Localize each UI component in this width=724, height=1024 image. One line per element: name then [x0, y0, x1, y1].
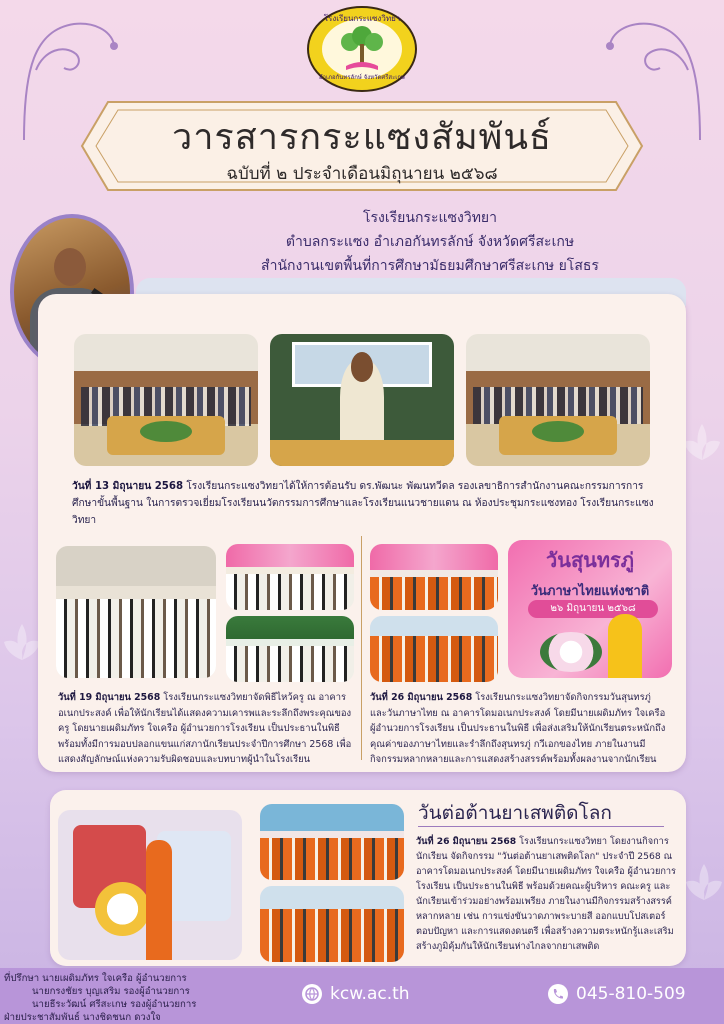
school-info	[200, 206, 660, 278]
photo-wai-khru-1	[56, 546, 216, 678]
photo-wai-khru-3	[226, 616, 354, 682]
photo-meeting-3	[466, 334, 650, 466]
photo-sunthorn-phu-2	[370, 616, 498, 682]
news3-caption	[370, 690, 666, 768]
lotus-decoration-icon	[680, 420, 724, 464]
news2-text: โรงเรียนกระแซงวิทยาจัดพิธีไหว้ครู ณ อาคารอเนกประสงค์ เพื่อให้นักเรียนได้แสดงความเคารพและระลึกถึงพระคุณของครู โดยนายเผดิมภัทร ใจเครือ ผู้อำนวยการโรงเรียน เป็นประธานในพิธี พร้อมทั้งมีการมอบปลอกแขนแก่สภานักเรียนประจำปีการศึกษา 2568 เพื่อแสดงสัญลักษณ์แห่งความรับผิดชอบและบทบาทผู้นำในโรงเรียน	[58, 692, 352, 765]
issue-subtitle: ฉบับที่ ๒ ประจำเดือนมิถุนายน ๒๕๖๘	[226, 164, 498, 184]
phone-icon	[548, 984, 568, 1004]
photo-sunthorn-phu-1	[370, 544, 498, 610]
anti-drug-heading-underline	[418, 826, 664, 827]
news1-text: โรงเรียนกระแซงวิทยาได้ให้การต้อนรับ ดร.พัฒนะ พัฒนทวีดล รองเลขาธิการสำนักงานคณะกรรมการการศึกษาขั้นพื้นฐาน ในการตรวจเยี่ยมโรงเรียนนวัตกรรมการศึกษาและโรงเรียนแนวชายแดน ณ ห้องประชุมกระแซงทอง โรงเรียนกระแซงวิทยา	[72, 481, 654, 526]
school-office: สำนักงานเขตพื้นที่การศึกษามัธยมศึกษาศรีสะเกษ ยโสธร	[261, 258, 599, 274]
phone-link[interactable]	[548, 984, 686, 1004]
photo-meeting-1	[74, 334, 258, 466]
photo-sunthorn-phu-banner	[508, 540, 672, 678]
news1-caption	[72, 478, 662, 529]
credits-block	[4, 972, 204, 1024]
photo-anti-drug-3	[260, 886, 404, 962]
news3-date: วันที่ 26 มิถุนายน 2568	[370, 692, 473, 703]
photo-anti-drug-speaker	[58, 810, 242, 960]
credit-pr: ฝ่ายประชาสัมพันธ์ นางชิดชนก ดวงใจ	[4, 1012, 161, 1023]
globe-icon	[302, 984, 322, 1004]
news3-text: โรงเรียนกระแซงวิทยาจัดกิจกรรมวันสุนทรภู่และวันภาษาไทย ณ อาคารโดมอเนกประสงค์ โดยมีนายเผดิมภัทร ใจเครือ ผู้อำนวยการโรงเรียน เป็นประธานในพิธี เพื่อส่งเสริมให้นักเรียนตระหนักถึงคุณค่าของภาษาไทยและรำลึกถึงสุนทรภู่ กวีเอกของไทย ภายในงานมีกิจกรรมหลากหลายและการแสดงสร้างสรรค์พร้อมทั้งผลงานจากนักเรียน	[370, 692, 666, 765]
logo-text-bottom: อำเภอกันทรลักษ์ จังหวัดศรีสะเกษ	[319, 74, 405, 81]
website-link[interactable]	[302, 984, 410, 1004]
newsletter-title: วารสารกระแซงสัมพันธ์	[172, 117, 552, 158]
school-address: ตำบลกระแซง อำเภอกันทรลักษ์ จังหวัดศรีสะเกษ	[285, 234, 575, 250]
anti-drug-heading: วันต่อต้านยาเสพติดโลก	[418, 802, 612, 824]
banner-subtitle: วันภาษาไทยแห่งชาติ	[530, 584, 650, 599]
photo-anti-drug-2	[260, 804, 404, 880]
news2-date: วันที่ 19 มิถุนายน 2568	[58, 692, 161, 703]
news4-text: โรงเรียนกระแซงวิทยา โดยงานกิจการนักเรียน จัดกิจกรรม "วันต่อต้านยาเสพติดโลก" ประจำปี 2568 ณ อาคารโดมอเนกประสงค์ โดยมีนายเผดิมภัทร ใจเครือ ผู้อำนวยการโรงเรียน เป็นประธานในพิธี พร้อมด้วยคณะผู้บริหาร คณะครู และนักเรียนเข้าร่วมอย่างพร้อมเพรียง ภายในงานมีกิจกรรมสร้างสรรค์หลากหลาย เช่น การแข่งขันวาดภาพระบายสี ออกแบบโปสเตอร์ ตอบปัญหา และการแสดงดนตรี เพื่อสร้างความตระหนักรู้และเสริมสร้างภูมิคุ้มกันให้นักเรียนห่างไกลจากยาเสพติด	[416, 836, 676, 952]
credit-deputy-1: นายกรงชัยร บุญเสริม รองผู้อำนวยการ	[32, 986, 190, 997]
credit-advisor: ที่ปรึกษา นายเผดิมภัทร ใจเครือ ผู้อำนวยการ	[4, 973, 187, 984]
column-divider	[361, 536, 362, 760]
phone-text: 045-810-509	[576, 984, 686, 1004]
news4-date: วันที่ 26 มิถุนายน 2568	[416, 836, 517, 847]
credit-deputy-2: นายธีระวัฒน์ ศรีสะเกษ รองผู้อำนวยการ	[32, 999, 197, 1010]
banner-date-badge: ๒๖ มิถุนายน ๒๕๖๘	[528, 600, 658, 618]
news4-caption	[416, 834, 678, 954]
news2-caption	[58, 690, 354, 768]
photo-meeting-2	[270, 334, 454, 466]
news1-date: วันที่ 13 มิถุนายน 2568	[72, 481, 184, 492]
lotus-decoration-icon	[682, 860, 724, 904]
website-text: kcw.ac.th	[330, 984, 410, 1004]
school-name: โรงเรียนกระแซงวิทยา	[363, 210, 497, 226]
photo-wai-khru-2	[226, 544, 354, 610]
logo-text-top: โรงเรียนกระแซงวิทยา	[323, 14, 401, 23]
banner-title: วันสุนทรภู่	[546, 548, 634, 572]
